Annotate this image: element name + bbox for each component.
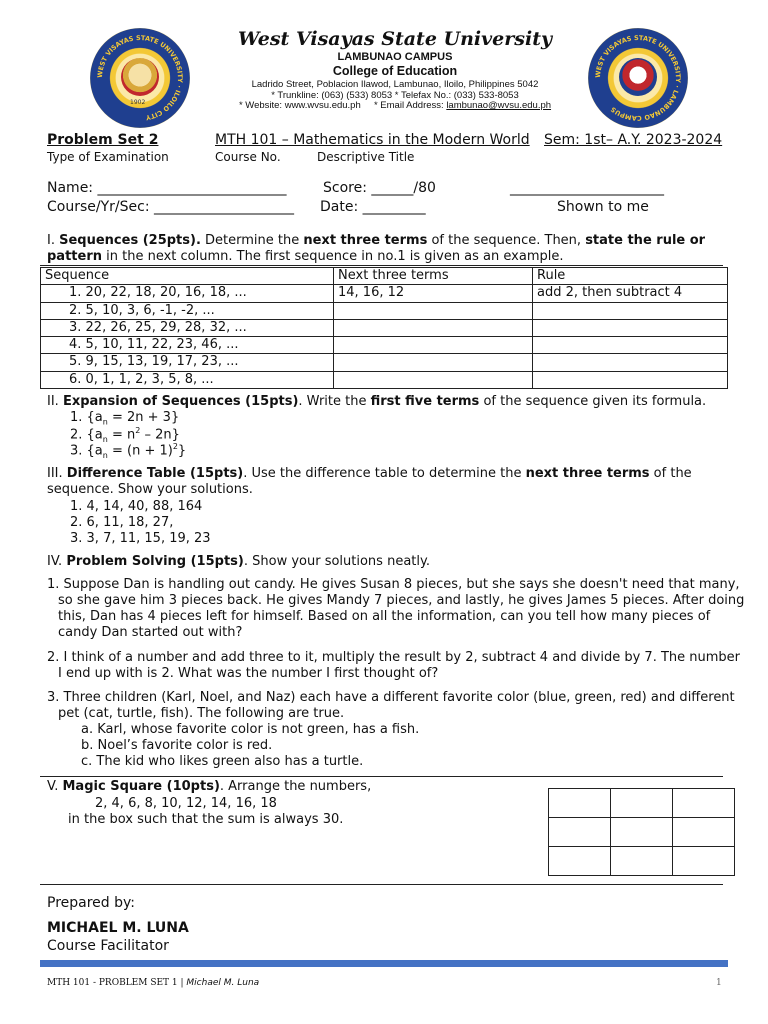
formula-2-post: – 2n}: [140, 427, 180, 443]
section1-num: I.: [47, 233, 55, 248]
preparer-role: Course Facilitator: [47, 938, 169, 954]
problem-3-line-2: pet (cat, turtle, fish). The following are true.: [58, 706, 345, 721]
problem-2-line-2: I end up with is 2. What was the number I first thought of?: [58, 666, 439, 681]
right-seal-text: WEST VISAYAS STATE UNIVERSITY · LAMBUNAO CAMPUS: [593, 33, 683, 123]
section5-num: V.: [47, 779, 59, 794]
problem-1-line-4: candy Dan started out with?: [58, 625, 243, 640]
page-number: 1: [716, 978, 722, 988]
website[interactable]: * Website: www.wvsu.edu.ph: [238, 100, 361, 111]
table-row: [41, 371, 728, 388]
header-sequence: Sequence: [41, 268, 334, 285]
prepared-by-label: Prepared by:: [47, 895, 135, 911]
rule-cell[interactable]: [533, 371, 728, 388]
sequence-cell: 4. 5, 10, 11, 22, 23, 46, ...: [41, 337, 334, 354]
difference-item-1: 1. 4, 14, 40, 88, 164: [70, 499, 203, 514]
footer-accent-bar: [40, 960, 728, 967]
date-field[interactable]: Date: _________: [320, 199, 426, 215]
problem-2-line-1: 2. I think of a number and add three to it, multiply the result by 2, subtract 4 and divide by 7. The number: [47, 650, 741, 665]
formula-item-3: [70, 442, 186, 461]
problem-1-line-2: so she gave him 3 pieces back. He gives Mandy 7 pieces, and lastly, he gives James 5 pieces. After doing: [58, 593, 745, 608]
section2-instructions: [47, 394, 706, 410]
left-seal-text: WEST VISAYAS STATE UNIVERSITY · ILOILO CITY: [95, 33, 185, 122]
formula-2-sub: n: [102, 434, 108, 444]
rule-cell[interactable]: [533, 319, 728, 336]
section1-title: Sequences (25pts).: [59, 233, 201, 248]
right-campus-seal: [588, 28, 688, 128]
formula-3-mid: = (n + 1): [107, 443, 173, 459]
section3-bold1: next three terms: [525, 466, 650, 481]
section3-text1: . Use the difference table to determine the: [243, 466, 526, 481]
next-terms-cell[interactable]: [334, 319, 533, 336]
formula-3-post: }: [177, 443, 187, 459]
section1-text1: Determine the: [200, 233, 304, 248]
magic-square-cell[interactable]: [549, 847, 611, 876]
clue-a: a. Karl, whose favorite color is not green, has a fish.: [81, 722, 420, 737]
section5-instructions: [47, 779, 371, 795]
type-label: Type of Examination: [47, 150, 169, 164]
course-yr-sec-field[interactable]: Course/Yr/Sec: ____________________: [47, 199, 294, 215]
formula-1-pre: 1. {a: [70, 410, 103, 425]
rule-cell[interactable]: [533, 302, 728, 319]
college-name: College of Education: [332, 64, 458, 78]
magic-square-cell[interactable]: [611, 789, 673, 818]
magic-square-instruction: in the box such that the sum is always 30.: [68, 812, 344, 827]
rule-cell[interactable]: add 2, then subtract 4: [533, 285, 728, 302]
next-terms-cell[interactable]: [334, 302, 533, 319]
next-terms-cell[interactable]: [334, 354, 533, 371]
email-link[interactable]: lambunao@wvsu.edu.ph: [446, 100, 552, 111]
section2-text1: . Write the: [298, 394, 371, 409]
footer-label: MTH 101 - PROBLEM SET 1 |: [47, 978, 187, 988]
problem-set-title: Problem Set 2: [47, 132, 159, 148]
next-terms-cell[interactable]: 14, 16, 12: [334, 285, 533, 302]
semester: Sem: 1st– A.Y. 2023-2024: [544, 132, 723, 148]
magic-square-numbers: 2, 4, 6, 8, 10, 12, 14, 16, 18: [95, 796, 277, 811]
sequence-cell: 1. 20, 22, 18, 20, 16, 18, ...: [41, 285, 334, 302]
signature-blank[interactable]: ______________________: [510, 180, 664, 196]
problem-3-line-1: 3. Three children (Karl, Noel, and Naz) each have a different favorite color (blue, green, red) and different: [47, 690, 735, 705]
clue-b: b. Noel’s favorite color is red.: [81, 738, 273, 753]
magic-square-cell[interactable]: [549, 818, 611, 847]
magic-square-grid: [548, 788, 735, 876]
formula-3-pre: 3. {a: [70, 443, 103, 459]
prepared-rule: [40, 884, 723, 885]
sequence-cell: 5. 9, 15, 13, 19, 17, 23, ...: [41, 354, 334, 371]
section2-num: II.: [47, 394, 59, 409]
preparer-name: MICHAEL M. LUNA: [47, 920, 189, 936]
email-label: * Email Address:: [373, 100, 444, 111]
table-row: [41, 319, 728, 336]
section3-text2: of the: [649, 466, 692, 481]
section2-bold1: first five terms: [370, 394, 480, 409]
section4-rule: [40, 776, 723, 777]
left-seal-year: 1902: [130, 99, 146, 106]
contact-line: [205, 100, 585, 112]
next-terms-cell[interactable]: [334, 337, 533, 354]
section1-instructions: [47, 233, 727, 266]
magic-square-cell[interactable]: [673, 789, 735, 818]
formula-2-mid: = n: [107, 427, 136, 443]
section1-bold3: pattern: [47, 249, 102, 265]
descriptive-label: Descriptive Title: [317, 150, 415, 164]
university-name: West Visayas State University: [237, 28, 553, 50]
rule-cell[interactable]: [533, 337, 728, 354]
table-row: [41, 285, 728, 302]
formula-1-post: = 2n + 3}: [107, 410, 180, 425]
trunkline: * Trunkline: (063) (533) 8053 * Telefax No.: (033) 533-8053: [271, 90, 519, 101]
section5-title: Magic Square (10pts): [62, 779, 220, 794]
section4-instructions: [47, 554, 430, 570]
section1-text2: of the sequence. Then,: [427, 233, 586, 248]
course-title: MTH 101 – Mathematics in the Modern World: [215, 132, 530, 148]
score-field[interactable]: Score: ______/80: [323, 180, 436, 196]
name-field[interactable]: Name: ___________________________: [47, 180, 287, 196]
difference-item-3: 3. 3, 7, 11, 15, 19, 23: [70, 531, 211, 546]
formula-item-1: [70, 410, 179, 428]
next-terms-cell[interactable]: [334, 371, 533, 388]
table-header-row: [41, 268, 728, 285]
clue-c: c. The kid who likes green also has a turtle.: [81, 754, 364, 769]
section1-text3: in the next column. The first sequence in no.1 is given as an example.: [102, 249, 564, 265]
table-row: [41, 302, 728, 319]
section2-text2: of the sequence given its formula.: [479, 394, 707, 409]
formula-1-sub: n: [102, 417, 108, 427]
magic-square-cell[interactable]: [673, 818, 735, 847]
section5-text1: . Arrange the numbers,: [219, 779, 372, 794]
section2-title: Expansion of Sequences (15pts): [62, 394, 299, 409]
magic-square-cell[interactable]: [611, 818, 673, 847]
header-next-three: Next three terms: [334, 268, 533, 285]
section4-title: Problem Solving (15pts): [66, 554, 244, 569]
formula-2-pre: 2. {a: [70, 427, 103, 443]
section3-text3: sequence. Show your solutions.: [47, 482, 253, 498]
footer-author: Michael M. Luna: [186, 978, 260, 988]
difference-item-2: 2. 6, 11, 18, 27,: [70, 515, 174, 530]
section3-title: Difference Table (15pts): [66, 466, 244, 481]
formula-3-sub: n: [102, 450, 108, 460]
rule-cell[interactable]: [533, 354, 728, 371]
section3-instructions: [47, 466, 727, 499]
problem-1-line-1: 1. Suppose Dan is handling out candy. He gives Susan 8 pieces, but she says she doesn't need that many,: [47, 577, 740, 592]
shown-to-me-label: Shown to me: [557, 199, 649, 215]
section4-num: IV.: [47, 554, 63, 569]
magic-square-cell[interactable]: [611, 847, 673, 876]
right-seal-emblem: [619, 58, 657, 96]
section1-bold1: next three terms: [303, 233, 428, 248]
magic-square-cell[interactable]: [673, 847, 735, 876]
sequence-cell: 6. 0, 1, 1, 2, 3, 5, 8, ...: [41, 371, 334, 388]
sequence-cell: 2. 5, 10, 3, 6, -1, -2, ...: [41, 302, 334, 319]
section1-rule: [40, 265, 723, 266]
campus-name: LAMBUNAO CAMPUS: [337, 51, 453, 63]
formula-2-sup: 2: [135, 426, 141, 435]
section3-num: III.: [47, 466, 63, 481]
magic-square-cell[interactable]: [549, 789, 611, 818]
address: Ladrido Street, Poblacion Ilawod, Lambunao, Iloilo, Philippines 5042: [251, 79, 539, 90]
problem-1-line-3: this, Dan has 4 pieces left for himself. Based on all the information, can you tell how many pieces of: [58, 609, 711, 624]
formula-3-sup: 2: [172, 442, 178, 451]
section1-bold2: state the rule or: [585, 233, 706, 248]
sequence-cell: 3. 22, 26, 25, 29, 28, 32, ...: [41, 319, 334, 336]
header-rule: Rule: [533, 268, 728, 285]
left-seal-emblem: [121, 58, 159, 96]
table-row: [41, 354, 728, 371]
sequence-table: [40, 267, 728, 389]
left-university-seal: [90, 28, 190, 128]
table-row: [41, 337, 728, 354]
course-no-label: Course No.: [215, 150, 281, 164]
footer-text: [47, 978, 259, 989]
section4-text1: . Show your solutions neatly.: [243, 554, 430, 569]
